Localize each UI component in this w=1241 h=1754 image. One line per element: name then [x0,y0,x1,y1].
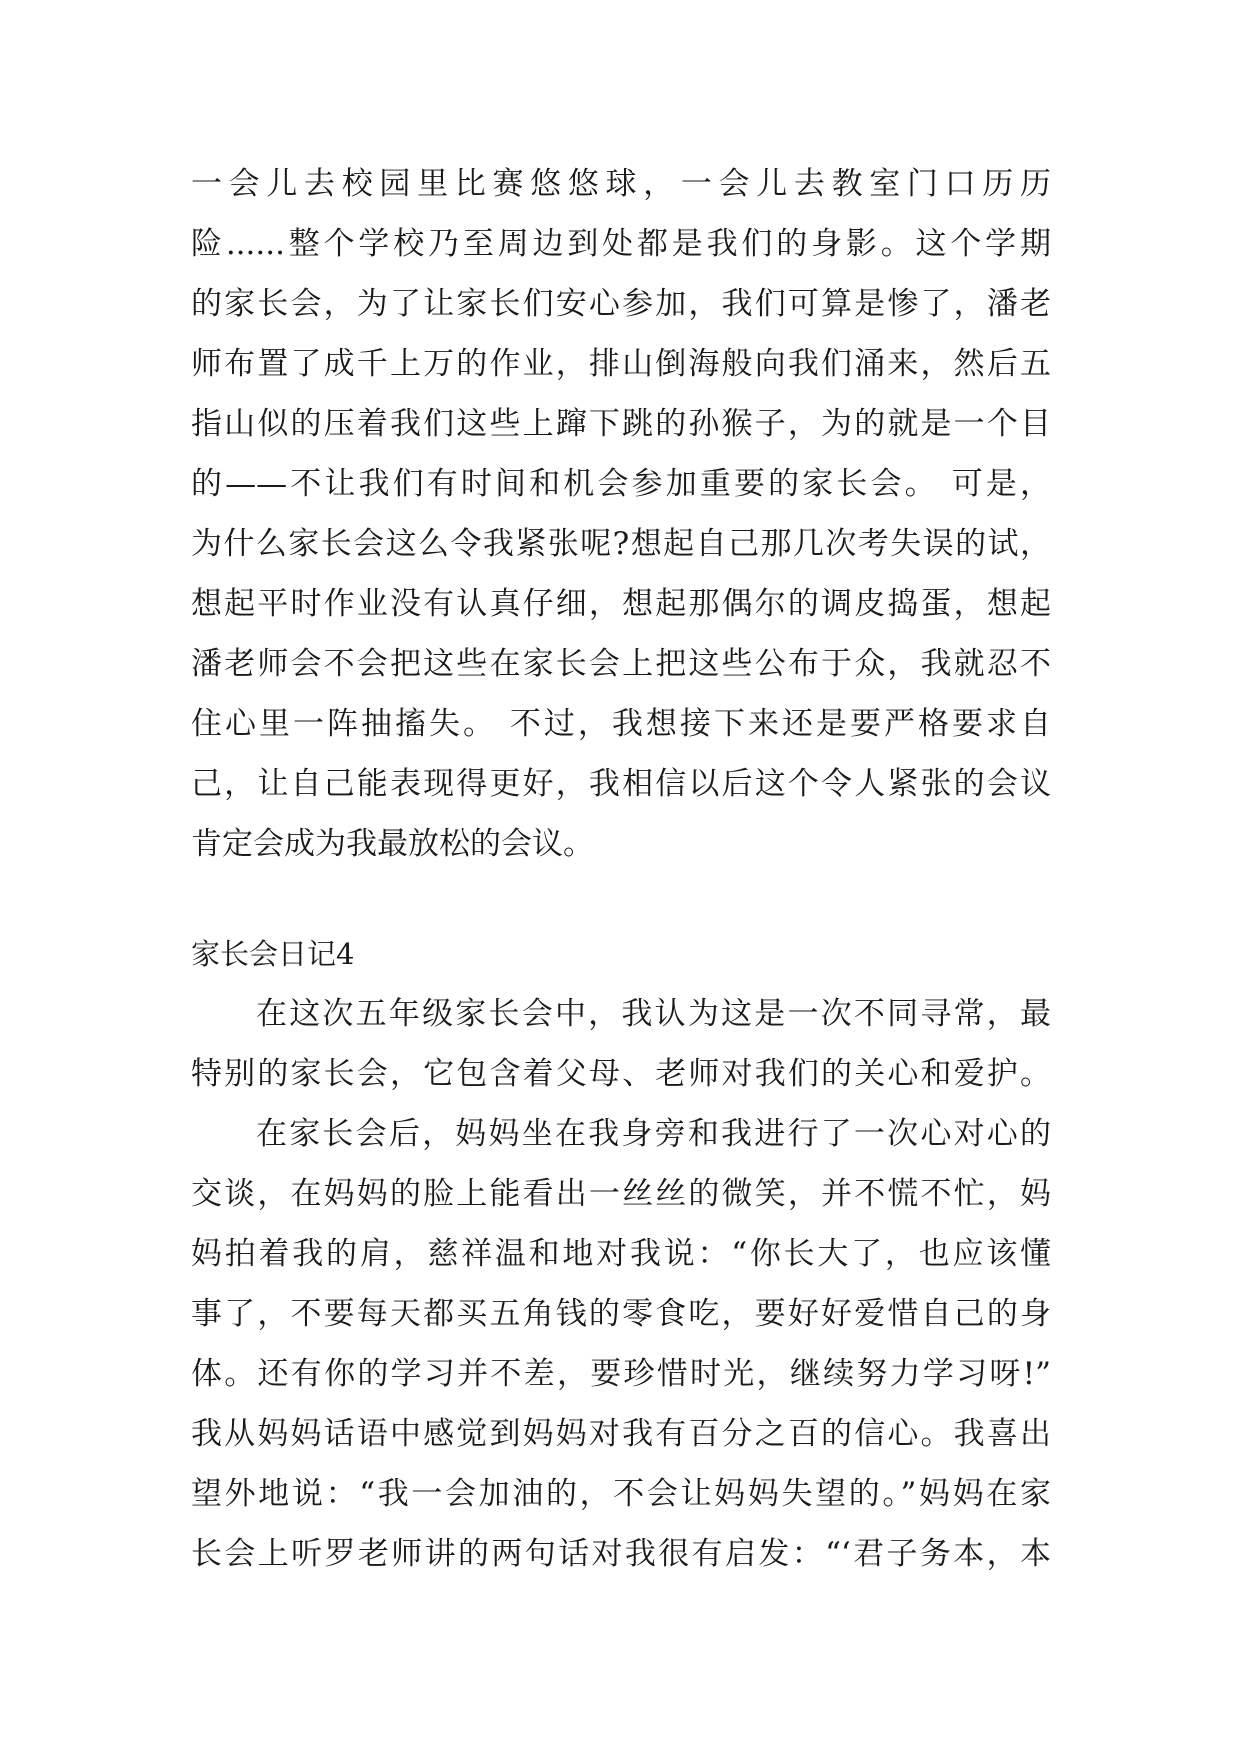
text-line: 的——不让我们有时间和机会参加重要的家长会。 可是， [191,466,1051,502]
text-line: 己，让自己能表现得更好，我相信以后这个令人紧张的会议 [191,766,1051,802]
text-line: 在家长会后，妈妈坐在我身旁和我进行了一次心对心的 [256,1116,1051,1152]
text-line: 特别的家长会，它包含着父母、老师对我们的关心和爱护。 [191,1056,1051,1092]
text-line: 我从妈妈话语中感觉到妈妈对我有百分之百的信心。我喜出 [191,1416,1051,1452]
text-line: 肯定会成为我最放松的会议。 [191,826,594,862]
text-line: 住心里一阵抽搐失。 不过，我想接下来还是要严格要求自 [191,706,1051,742]
text-line: 长会上听罗老师讲的两句话对我很有启发：“‘君子务本，本 [191,1536,1051,1572]
text-line: 妈拍着我的肩，慈祥温和地对我说：“你长大了，也应该懂 [191,1236,1051,1272]
text-line: 体。还有你的学习并不差，要珍惜时光，继续努力学习呀!” [191,1356,1051,1392]
text-line: 险......整个学校乃至周边到处都是我们的身影。这个学期 [191,226,1051,262]
text-line: 事了，不要每天都买五角钱的零食吃，要好好爱惜自己的身 [191,1296,1051,1332]
text-line: 师布置了成千上万的作业，排山倒海般向我们涌来，然后五 [191,346,1051,382]
text-line: 指山似的压着我们这些上蹿下跳的孙猴子，为的就是一个目 [191,406,1051,442]
text-line: 一会儿去校园里比赛悠悠球，一会儿去教室门口历历 [191,166,1051,202]
text-line: 想起平时作业没有认真仔细，想起那偶尔的调皮捣蛋，想起 [191,586,1051,622]
section-heading: 家长会日记4 [191,937,355,971]
text-line: 潘老师会不会把这些在家长会上把这些公布于众，我就忍不 [191,646,1051,682]
text-line: 的家长会，为了让家长们安心参加，我们可算是惨了，潘老 [191,286,1051,322]
text-line: 望外地说：“我一会加油的，不会让妈妈失望的。”妈妈在家 [191,1476,1051,1512]
text-line: 交谈，在妈妈的脸上能看出一丝丝的微笑，并不慌不忙，妈 [191,1176,1051,1212]
text-line: 为什么家长会这么令我紧张呢?想起自己那几次考失误的试， [191,526,1051,562]
text-line: 在这次五年级家长会中，我认为这是一次不同寻常，最 [256,996,1051,1032]
